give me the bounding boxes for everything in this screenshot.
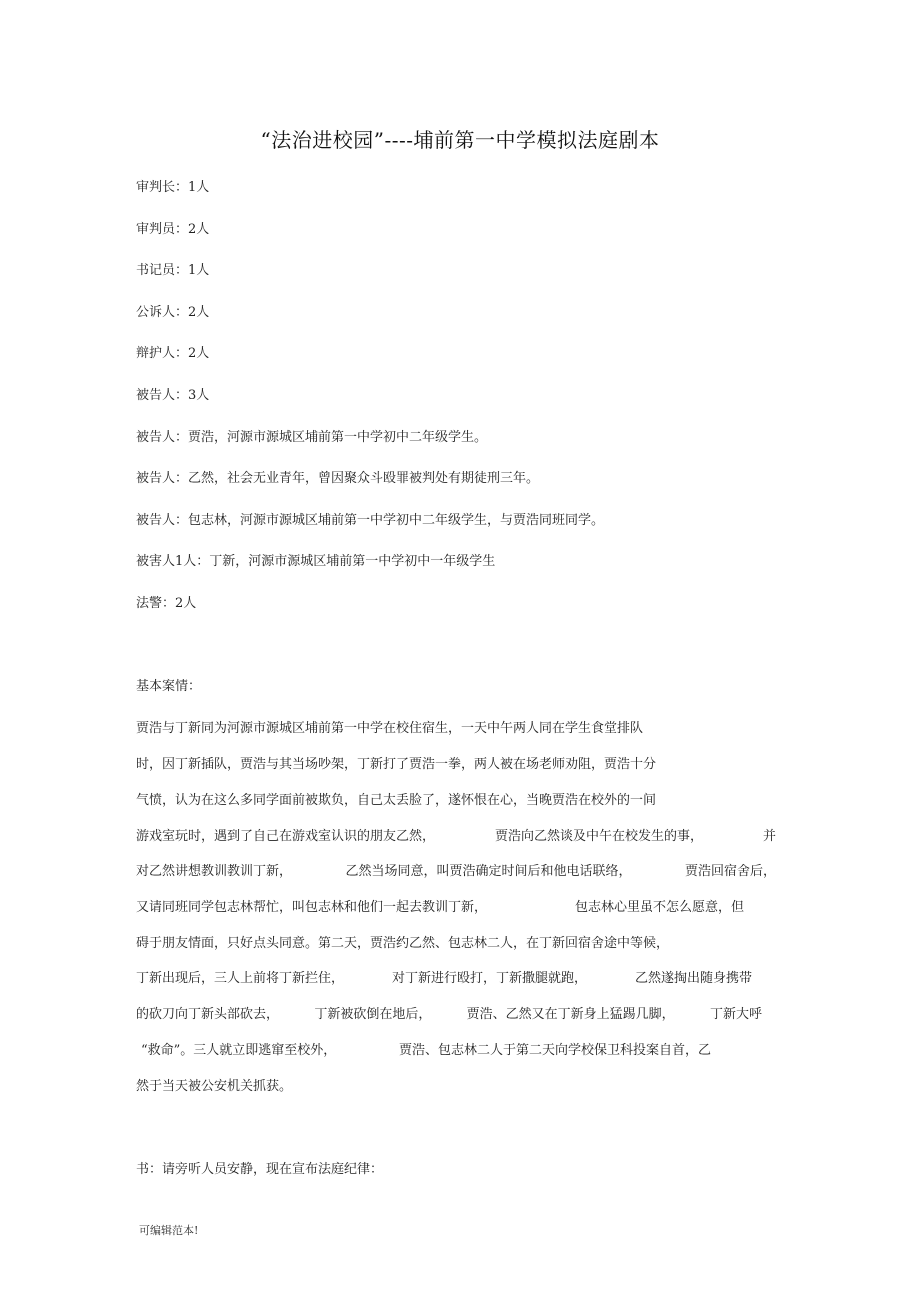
- case-text: 又请同班同学包志林帮忙，叫包志林和他们一起去教训丁新，: [136, 900, 488, 915]
- case-heading: 基本案情：: [136, 679, 202, 694]
- document-title: “法治进校园”----埔前第一中学模拟法庭剧本: [260, 128, 660, 152]
- case-text: 丁新被砍倒在地后，: [314, 1007, 432, 1022]
- footer-note: 可编辑范本!: [139, 1224, 199, 1237]
- case-paragraph-line: [136, 967, 752, 986]
- case-text: 对乙然讲想教训教训丁新，: [136, 864, 293, 879]
- role-line: 法警：2人: [136, 596, 197, 611]
- case-paragraph-line: [136, 860, 776, 879]
- case-text: 丁新大呼: [709, 1007, 762, 1022]
- role-line: 被告人：乙然，社会无业青年，曾因聚众斗殴罪被判处有期徒刑三年。: [136, 471, 540, 486]
- case-text: 丁新出现后，三人上前将丁新拦住，: [136, 971, 345, 986]
- case-paragraph-line: [136, 896, 744, 915]
- role-line: 公诉人：2人: [136, 305, 210, 320]
- case-text: 的砍刀向丁新头部砍去，: [136, 1007, 280, 1022]
- role-line: 被害人1人：丁新，河源市源城区埔前第一中学初中一年级学生: [136, 554, 496, 569]
- case-paragraph-line: [136, 932, 776, 951]
- case-text: 乙然遂掏出随身携带: [634, 971, 752, 986]
- case-text: 碍于朋友情面，只好点头同意。第二天，贾浩约乙然、包志林二人，在丁新回宿舍途中等候，: [136, 936, 670, 951]
- case-paragraph-line: [141, 1039, 711, 1058]
- case-text: 贾浩、乙然又在丁新身上猛踢几脚，: [466, 1007, 675, 1022]
- case-text: “救命”。三人就立即逃窜至校外，: [141, 1043, 337, 1058]
- case-text: 对丁新进行殴打，丁新撒腿就跑，: [391, 971, 587, 986]
- role-line: 书记员：1人: [136, 263, 210, 278]
- case-paragraph-line: [136, 1003, 762, 1022]
- role-line: 被告人：包志林，河源市源城区埔前第一中学初中二年级学生，与贾浩同班同学。: [136, 513, 605, 528]
- case-paragraph-line: [136, 1075, 776, 1094]
- case-paragraph-line: [136, 753, 776, 772]
- case-text: 然于当天被公安机关抓获。: [136, 1079, 293, 1094]
- case-text: 贾浩、包志林二人于第二天向学校保卫科投案自首，乙: [398, 1043, 711, 1058]
- role-line: 被告人：3人: [136, 388, 210, 403]
- case-text: 包志林心里虽不怎么愿意，但: [574, 900, 744, 915]
- case-text: 贾浩向乙然谈及中午在校发生的事，: [494, 829, 703, 844]
- case-paragraph-line: [136, 825, 776, 844]
- case-text: 并: [762, 829, 776, 844]
- case-paragraph-line: [136, 789, 776, 808]
- role-line: 审判长：1人: [136, 180, 210, 195]
- case-text: 贾浩回宿舍后，: [684, 864, 776, 879]
- case-text: 游戏室玩时，遇到了自己在游戏室认识的朋友乙然，: [136, 829, 436, 844]
- role-line: 审判员：2人: [136, 222, 210, 237]
- case-text: 时，因丁新插队，贾浩与其当场吵架，丁新打了贾浩一拳，两人被在场老师劝阻，贾浩十分: [136, 757, 657, 772]
- clerk-announcement: 书：请旁听人员安静，现在宣布法庭纪律：: [136, 1162, 384, 1177]
- case-paragraph-line: [136, 717, 776, 736]
- case-text: 贾浩与丁新同为河源市源城区埔前第一中学在校住宿生，一天中午两人同在学生食堂排队: [136, 721, 644, 736]
- role-line: 辩护人：2人: [136, 346, 210, 361]
- case-text: 乙然当场同意，叫贾浩确定时间后和他电话联络，: [345, 864, 632, 879]
- role-line: 被告人：贾浩，河源市源城区埔前第一中学初中二年级学生。: [136, 430, 488, 445]
- case-text: 气愤，认为在这么多同学面前被欺负，自己太丢脸了，遂怀恨在心，当晚贾浩在校外的一间: [136, 793, 657, 808]
